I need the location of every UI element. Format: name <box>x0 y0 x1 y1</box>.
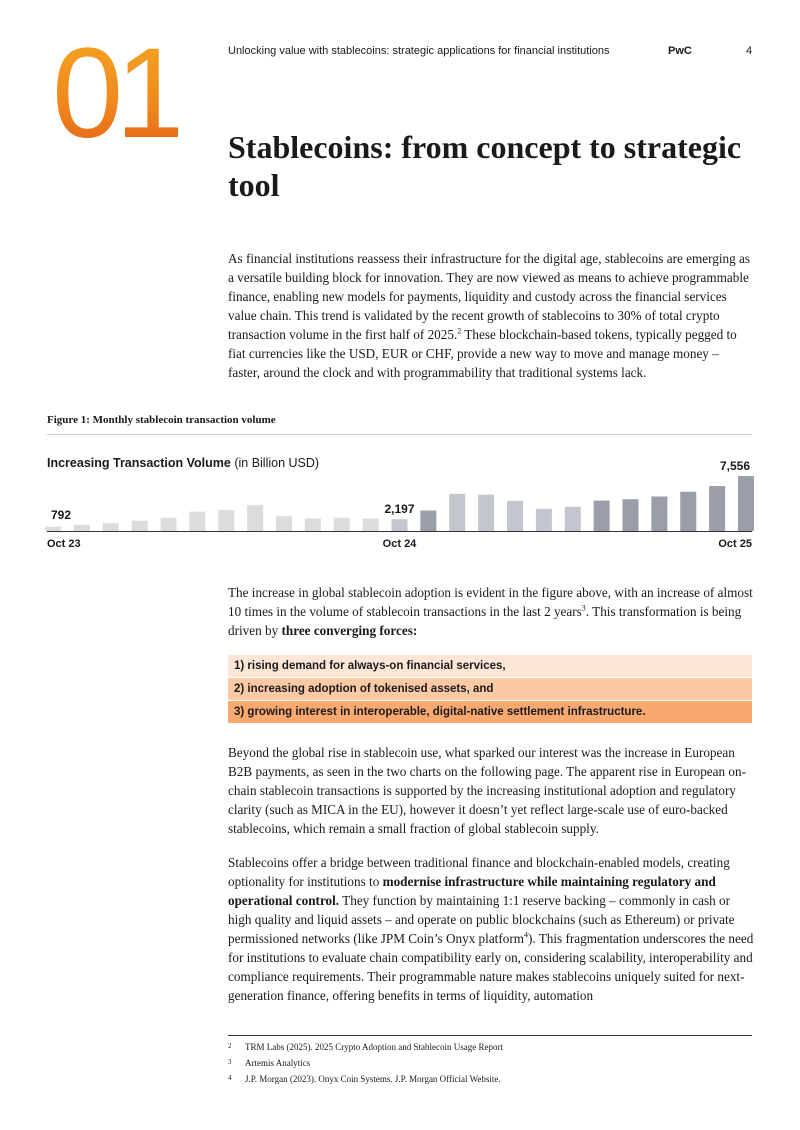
chart-tick-label: Oct 24 <box>382 538 417 550</box>
europe-paragraph: Beyond the global rise in stablecoin use, what sparked our interest was the increase in European B2B payments, as seen in the two charts on the following page. The apparent rise in European on-chain stablecoin transactions is supported by the increasing institutional adoption and regulatory clarity (such as MICA in the EU), however it doesn’t yet reflect large-scale use of euro-backed stablecoins, which remain a small fraction of global stablecoin supply. <box>228 745 746 836</box>
chart-bar-nov-24 <box>420 511 436 531</box>
page-title: Stablecoins: from concept to strategic tool <box>228 129 742 203</box>
chart-bar-sep-25 <box>709 486 725 531</box>
chart-heading: Increasing Transaction Volume (in Billion USD) <box>47 456 320 470</box>
chart-bar-mar-24 <box>189 512 205 531</box>
figure-divider <box>47 434 752 435</box>
figure-caption: Figure 1: Monthly stablecoin transaction volume <box>47 414 276 426</box>
converging-forces-list <box>228 655 752 724</box>
chart-bar-nov-23 <box>74 525 90 531</box>
footnote-divider <box>228 1035 752 1036</box>
chart-value-label: 792 <box>51 508 72 522</box>
chart-bar-may-25 <box>594 501 610 531</box>
footnote: 4 J.P. Morgan (2023). Onyx Coin Systems. J.P. Morgan Official Website. <box>228 1074 501 1084</box>
chart-tick-label: Oct 25 <box>718 538 752 550</box>
chart-value-label: 2,197 <box>384 502 415 517</box>
footnote-ref: 2 <box>457 326 462 336</box>
force-item: 1) rising demand for always-on financial services, <box>228 655 752 677</box>
chart-bar-jul-24 <box>305 518 321 531</box>
chart-bar-jul-25 <box>651 497 667 531</box>
chart-bar-may-24 <box>247 505 263 531</box>
chart-bar-aug-25 <box>680 492 696 531</box>
chart-bar-aug-24 <box>334 518 350 531</box>
chart-bar-mar-25 <box>536 509 552 531</box>
chart-bar-oct-24 <box>392 519 408 531</box>
chart-bar-feb-24 <box>161 518 177 531</box>
footnote-ref: 4 <box>523 930 528 940</box>
adoption-paragraph: The increase in global stablecoin adoption is evident in the figure above, with an increase of almost 10 times in the volume of stablecoin transactions in the last 2 years$^3$. This transformation is being driven by three converging forces: <box>228 585 753 638</box>
footnote-ref: 3 <box>581 603 586 613</box>
footnote: 2 TRM Labs (2025). 2025 Crypto Adoption and Stablecoin Usage Report <box>228 1042 503 1052</box>
chart-tick-label: Oct 23 <box>47 538 81 550</box>
chart-bar-apr-24 <box>218 510 234 531</box>
chart-bar-jan-25 <box>478 495 494 531</box>
page-number: 4 <box>746 45 753 57</box>
intro-paragraph: As financial institutions reassess their infrastructure for the digital age, stablecoins are emerging as a versatile building block for innovation. They are now viewed as means to achieve programmable finance, enabling new models for payments, liquidity and custody across the financial services value chain. This trend is validated by the recent growth of stablecoins to 30% of total crypto transaction volume in the first half of 2025.$^2$ These blockchain-based tokens, typically pegged to fiat currencies like the USD, EUR or CHF, provide a new way to move and manage money – faster, around the clock and with programmability that traditional systems lack. <box>228 251 750 380</box>
bridge-paragraph: Stablecoins offer a bridge between traditional finance and blockchain-enabled models, creating optionality for institutions to modernise infrastructure while maintaining regulatory and operational control. They function by maintaining 1:1 reserve backing – commonly in cash or high quality and liquid assets – and operate on public blockchains (such as Ethereum) or private permissioned networks (like JPM Coin’s Onyx platform$^4$). This fragmentation underscores the need for institutions to evaluate chain compatibility early on, considering scalability, interoperability and compliance requirements. Their programmable nature makes stablecoins uniquely suited for next-generation finance, offering benefits in terms of liquidity, automation <box>228 855 754 1003</box>
chart-bar-jun-24 <box>276 516 292 531</box>
chart-bar-feb-25 <box>507 501 523 531</box>
chapter-number: 01 <box>52 22 179 165</box>
chart-bar-jun-25 <box>623 499 639 531</box>
force-item: 3) growing interest in interoperable, digital-native settlement infrastructure. <box>228 701 752 723</box>
chart-bar-dec-23 <box>103 523 119 531</box>
brand-name: PwC <box>668 45 692 57</box>
transaction-volume-chart <box>0 440 800 560</box>
running-title: Unlocking value with stablecoins: strategic applications for financial institutions <box>228 45 610 57</box>
chart-value-label: 7,556 <box>719 459 750 474</box>
chart-bar-sep-24 <box>363 519 379 531</box>
force-item: 2) increasing adoption of tokenised assets, and <box>228 678 752 700</box>
footnote: 3 Artemis Analytics <box>228 1058 311 1068</box>
chart-bar-dec-24 <box>449 494 465 531</box>
chart-bar-apr-25 <box>565 507 581 531</box>
chart-bar-jan-24 <box>132 521 148 531</box>
chart-bar-oct-25 <box>738 476 754 531</box>
chart-bar-oct-23 <box>45 527 61 531</box>
